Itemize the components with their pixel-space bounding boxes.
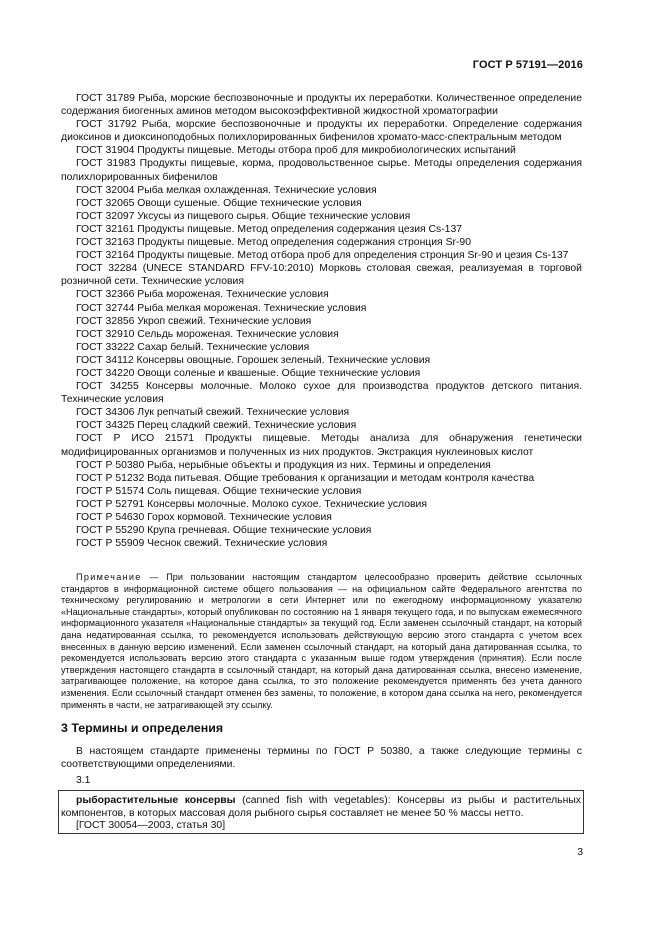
page-number: 3 [577, 847, 583, 858]
reference-item: ГОСТ Р 51574 Соль пищевая. Общие технические условия [76, 485, 362, 497]
reference-item: ГОСТ Р 51232 Вода питьевая. Общие требования к организации и методам контроля качества [76, 472, 535, 484]
reference-item: ГОСТ Р 54630 Горох кормовой. Технические условия [76, 512, 332, 523]
normative-references-list [61, 92, 582, 550]
section-intro: В настоящем стандарте применены термины по ГОСТ Р 50380, а также следующие термины с соответствующими определениями. [61, 746, 582, 771]
reference-item: ГОСТ 32284 (UNECE STANDARD FFV-10:2010) Морковь столовая свежая, реализуемая в торговой розничной сети. Технические условия [61, 263, 582, 288]
reference-item: ГОСТ 34112 Консервы овощные. Горошек зеленый. Технические условия [76, 354, 431, 366]
reference-item: ГОСТ 34325 Перец сладкий свежий. Технические условия [76, 420, 357, 432]
standard-code-header: ГОСТ Р 57191—2016 [472, 59, 583, 71]
note-text: — При пользовании настоящим стандартом целесообразно проверить действие ссылочных стандартов в информационной системе общего пользования — на официальном сайте Федерального агентства по техническому регулированию и метрологии в сети Интернет или по ежегодному информационному указателю «Национальные стандарты», который опубликован по состоянию на 1 января текущего года, и по выпускам ежемесячного информационного указателя «Национальные стандарты» за текущий год. Если заменен ссылочный стандарт, на который дана недатированная ссылка, то рекомендуется использовать действующую версию этого стандарта с учетом всех внесенных в данную версию изменений. Если заменен ссылочный стандарт, на который дана датированная ссылка, то рекомендуется использовать версию этого стандарта с указанным выше годом утверждения (принятия). Если после утверждения настоящего стандарта в ссылочный стандарт, на который дана датированная ссылка, внесено изменение, затрагивающее положение, на которое дана ссылка, то это положение рекомендуется применять без учета данного изменения. Если ссылочный стандарт отменен без замены, то положение, в котором дана ссылка на него, рекомендуется применять в части, не затрагивающей эту ссылку. [61, 572, 582, 710]
reference-item: ГОСТ 34255 Консервы молочные. Молоко сухое для производства продуктов детского питания. Технические условия [61, 381, 582, 406]
reference-item: ГОСТ 32744 Рыба мелкая мороженая. Технические условия [76, 302, 367, 314]
reference-item: ГОСТ 32910 Сельдь мороженая. Технические условия [76, 328, 339, 340]
reference-item: ГОСТ Р 55290 Крупа гречневая. Общие технические условия [76, 525, 372, 537]
reference-item: ГОСТ 32065 Овощи сушеные. Общие технические условия [76, 197, 362, 209]
term-definition-text: (canned fish with vegetables): Консервы из рыбы и растительных компонентов, в которых массовая доля рыбного сырья составляет не менее 50 % массы нетто. [61, 795, 581, 820]
reference-item: ГОСТ 34306 Лук репчатый свежий. Технические условия [76, 407, 350, 419]
reference-item: ГОСТ 32366 Рыба мороженая. Технические условия [76, 289, 329, 301]
term-word: рыборастительные консервы [76, 795, 236, 806]
term-source: [ГОСТ 30054—2003, статья 30] [76, 820, 226, 831]
reference-item: ГОСТ Р ИСО 21571 Продукты пищевые. Методы анализа для обнаружения генетически модифицированных организмов и полученных из них продуктов. Экстракция нуклеиновых кислот [61, 433, 582, 458]
reference-item: ГОСТ Р 50380 Рыба, нерыбные объекты и продукция из них. Термины и определения [76, 459, 491, 471]
reference-item: ГОСТ 31789 Рыба, морские беспозвоночные и продукты их переработки. Количественное определение содержания биогенных аминов методом высокоэффективной жидкостной хроматографии [61, 93, 582, 118]
reference-item: ГОСТ 31792 Рыба, морские беспозвоночные и продукты их переработки. Определение содержания диоксинов и диоксиноподобных полихлорированных бифенилов хромато-масс-спектральным методом [61, 119, 582, 144]
reference-item: ГОСТ 31904 Продукты пищевые. Методы отбора проб для микробиологических испытаний [76, 145, 516, 157]
reference-item: ГОСТ 32161 Продукты пищевые. Метод определения содержания цезия Cs-137 [76, 223, 463, 235]
reference-item: ГОСТ 32856 Укроп свежий. Технические условия [76, 315, 312, 327]
term-number: 3.1 [76, 775, 91, 786]
note-label: Примечание [76, 572, 142, 582]
reference-item: ГОСТ 32004 Рыба мелкая охлажденная. Технические условия [76, 184, 377, 196]
reference-item: ГОСТ 32164 Продукты пищевые. Метод отбора проб для определения стронция Sr-90 и цезия Cs-137 [76, 250, 569, 262]
reference-item: ГОСТ Р 55909 Чеснок свежий. Технические условия [76, 538, 328, 550]
section-title: 3 Термины и определения [61, 721, 224, 735]
reference-item: ГОСТ 33222 Сахар белый. Технические условия [76, 341, 310, 353]
reference-item: ГОСТ Р 52791 Консервы молочные. Молоко сухое. Технические условия [76, 498, 427, 510]
reference-item: ГОСТ 34220 Овощи соленые и квашеные. Общие технические условия [76, 367, 421, 379]
reference-item: ГОСТ 31983 Продукты пищевые, корма, продовольственное сырье. Методы определения содержания полихлорированных бифенилов [61, 158, 582, 183]
reference-item: ГОСТ 32163 Продукты пищевые. Метод определения содержания стронция Sr-90 [76, 237, 471, 249]
reference-item: ГОСТ 32097 Уксусы из пищевого сырья. Общие технические условия [76, 210, 411, 222]
references-note [61, 572, 582, 711]
term-definition [61, 794, 581, 820]
